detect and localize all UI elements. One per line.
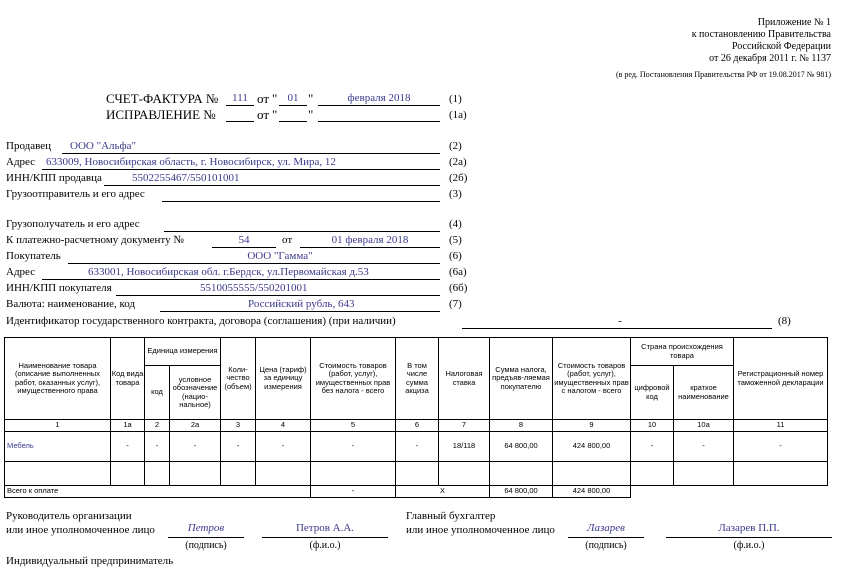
table-row	[5, 462, 828, 486]
colnum-2a: 2а	[170, 420, 221, 432]
seller-address-label: Адрес	[6, 156, 36, 168]
payment-doc-ot: от	[282, 234, 293, 246]
contract-id-label: Идентификатор государственного контракта, договора (соглашения) (при наличии)	[6, 315, 396, 327]
buyer-inn-value: 5510055555/550201001	[200, 282, 308, 294]
head-caption-name: (ф.и.о.)	[309, 540, 341, 551]
payment-doc-label: К платежно-расчетному документу №	[6, 234, 184, 246]
invoice-quote-close: "	[308, 91, 314, 106]
buyer-code: (6)	[449, 250, 462, 262]
row2-c10	[631, 462, 674, 486]
goods-table	[4, 337, 828, 498]
header-c8: Сумма налога, предъяв-ляемая покупателю	[490, 338, 553, 420]
total-label: Всего к оплате	[5, 486, 311, 498]
colnum-5: 5	[311, 420, 396, 432]
correction-code: (1а)	[449, 109, 467, 121]
seller-code: (2)	[449, 140, 462, 152]
accountant-signature: Лазарев	[587, 522, 625, 534]
invoice-day: 01	[287, 92, 299, 104]
payment-doc-number: 54	[238, 234, 250, 246]
invoice-title: СЧЕТ-ФАКТУРА №	[106, 91, 219, 106]
invoice-ot: от	[257, 91, 270, 106]
annex-line-4: от 26 декабря 2011 г. № 1137	[709, 53, 831, 64]
annex-line-5: (в ред. Постановления Правительства РФ от 19.08.2017 № 981)	[615, 70, 831, 79]
total-row	[5, 486, 828, 498]
buyer-value: ООО "Гамма"	[247, 250, 313, 262]
correction-title: ИСПРАВЛЕНИЕ №	[106, 107, 216, 122]
buyer-address-code: (6а)	[449, 266, 467, 278]
header-c5: Стоимость товаров (работ, услуг), имущественных прав без налога - всего	[311, 338, 396, 420]
row1-c11: -	[734, 432, 828, 462]
row1-c9: 424 800,00	[553, 432, 631, 462]
consignee-code: (4)	[449, 218, 462, 230]
header-c2: код	[145, 366, 170, 420]
accountant-line-1: Главный бухгалтер	[406, 510, 496, 522]
invoice-quote-open: "	[272, 91, 278, 106]
head-line-2: или иное уполномоченное лицо	[6, 524, 155, 536]
seller-address-value: 633009, Новосибирская область, г. Новосибирск, ул. Мира, 12	[46, 156, 336, 168]
row1-c8: 64 800,00	[490, 432, 553, 462]
row1-c5: -	[311, 432, 396, 462]
row2-c11	[734, 462, 828, 486]
table-row	[5, 432, 828, 462]
row1-c2: -	[145, 432, 170, 462]
accountant-name: Лазарев П.П.	[718, 522, 780, 534]
currency-value: Российский рубль, 643	[248, 298, 355, 310]
head-line-1: Руководитель организации	[6, 510, 132, 522]
accountant-caption-sign: (подпись)	[585, 540, 627, 551]
row1-c10a: -	[674, 432, 734, 462]
row2-c8	[490, 462, 553, 486]
annex-line-2: к постановлению Правительства	[691, 29, 831, 40]
row2-c4	[256, 462, 311, 486]
colnum-7: 7	[439, 420, 490, 432]
buyer-address-value: 633001, Новосибирская обл. г.Бердск, ул.Первомайская д.53	[88, 266, 369, 278]
colnum-1a: 1а	[111, 420, 145, 432]
row1-c3: -	[221, 432, 256, 462]
seller-inn-value: 5502255467/550101001	[132, 172, 240, 184]
row2-c2	[145, 462, 170, 486]
entrepreneur-label: Индивидуальный предприниматель	[6, 555, 174, 567]
seller-inn-code: (2б)	[449, 172, 468, 184]
head-signature: Петров	[187, 522, 225, 534]
buyer-label: Покупатель	[6, 250, 61, 262]
header-unit-group: Единица измерения	[145, 338, 221, 366]
header-c1a: Код вида товара	[111, 338, 145, 420]
total-c5: -	[311, 486, 396, 498]
seller-address-code: (2а)	[449, 156, 467, 168]
header-c3: Коли-чество (объем)	[221, 338, 256, 420]
colnum-8: 8	[490, 420, 553, 432]
row1-c6: -	[396, 432, 439, 462]
colnum-10a: 10а	[674, 420, 734, 432]
colnum-4: 4	[256, 420, 311, 432]
total-c8: 64 800,00	[490, 486, 553, 498]
invoice-month-year: февраля 2018	[347, 92, 411, 104]
row2-c1	[5, 462, 111, 486]
correction-ot: от	[257, 107, 270, 122]
accountant-caption-name: (ф.и.о.)	[733, 540, 765, 551]
header-c4: Цена (тариф) за единицу измерения	[256, 338, 311, 420]
header-c9: Стоимость товаров (работ, услуг), имущественных прав с налогом - всего	[553, 338, 631, 420]
contract-id-code: (8)	[778, 315, 791, 327]
currency-code: (7)	[449, 298, 462, 310]
header-c1: Наименование товара (описание выполненных работ, оказанных услуг), имущественного права	[5, 338, 111, 420]
contract-id-value: -	[618, 315, 622, 327]
buyer-inn-code: (6б)	[449, 282, 468, 294]
colnum-6: 6	[396, 420, 439, 432]
row1-c2a: -	[170, 432, 221, 462]
colnum-10: 10	[631, 420, 674, 432]
colnum-1: 1	[5, 420, 111, 432]
header-country-group: Страна происхождения товара	[631, 338, 734, 366]
colnum-2: 2	[145, 420, 170, 432]
total-c9: 424 800,00	[553, 486, 631, 498]
buyer-address-label: Адрес	[6, 266, 36, 278]
header-c10a: краткое наименование	[674, 366, 734, 420]
header-c2a: условное обозначение (нацио-нальное)	[170, 366, 221, 420]
row1-c1: Мебель	[5, 432, 111, 462]
header-c7: Налоговая ставка	[439, 338, 490, 420]
header-c6: В том числе сумма акциза	[396, 338, 439, 420]
correction-quote-open: "	[272, 107, 278, 122]
buyer-inn-label: ИНН/КПП покупателя	[6, 282, 112, 294]
row2-c7	[439, 462, 490, 486]
invoice-number: 111	[232, 92, 248, 104]
colnum-9: 9	[553, 420, 631, 432]
colnum-11: 11	[734, 420, 828, 432]
head-caption-sign: (подпись)	[185, 540, 227, 551]
annex-line-1: Приложение № 1	[757, 17, 831, 28]
currency-label: Валюта: наименование, код	[6, 298, 136, 310]
correction-quote-close: "	[308, 107, 314, 122]
seller-value: ООО "Альфа"	[70, 140, 137, 152]
accountant-line-2: или иное уполномоченное лицо	[406, 524, 555, 536]
consignee-label: Грузополучатель и его адрес	[6, 218, 140, 230]
row1-c10: -	[631, 432, 674, 462]
shipper-code: (3)	[449, 188, 462, 200]
row2-c9	[553, 462, 631, 486]
row2-c3	[221, 462, 256, 486]
shipper-label: Грузоотправитель и его адрес	[6, 188, 145, 200]
row2-c1a	[111, 462, 145, 486]
row2-c5	[311, 462, 396, 486]
seller-label: Продавец	[6, 140, 52, 152]
seller-inn-label: ИНН/КПП продавца	[6, 172, 102, 184]
head-name: Петров А.А.	[295, 522, 355, 534]
row1-c1a: -	[111, 432, 145, 462]
header-c11: Регистрационный номер таможенной декларации	[734, 338, 828, 420]
colnum-3: 3	[221, 420, 256, 432]
header-c10: цифровой код	[631, 366, 674, 420]
row1-c7: 18/118	[439, 432, 490, 462]
payment-doc-code: (5)	[449, 234, 462, 246]
total-c7: X	[396, 486, 490, 498]
row2-c2a	[170, 462, 221, 486]
row2-c6	[396, 462, 439, 486]
row1-c4: -	[256, 432, 311, 462]
invoice-code: (1)	[449, 93, 462, 105]
annex-line-3: Российской Федерации	[731, 41, 831, 52]
payment-doc-date: 01 февраля 2018	[331, 234, 409, 246]
row2-c10a	[674, 462, 734, 486]
